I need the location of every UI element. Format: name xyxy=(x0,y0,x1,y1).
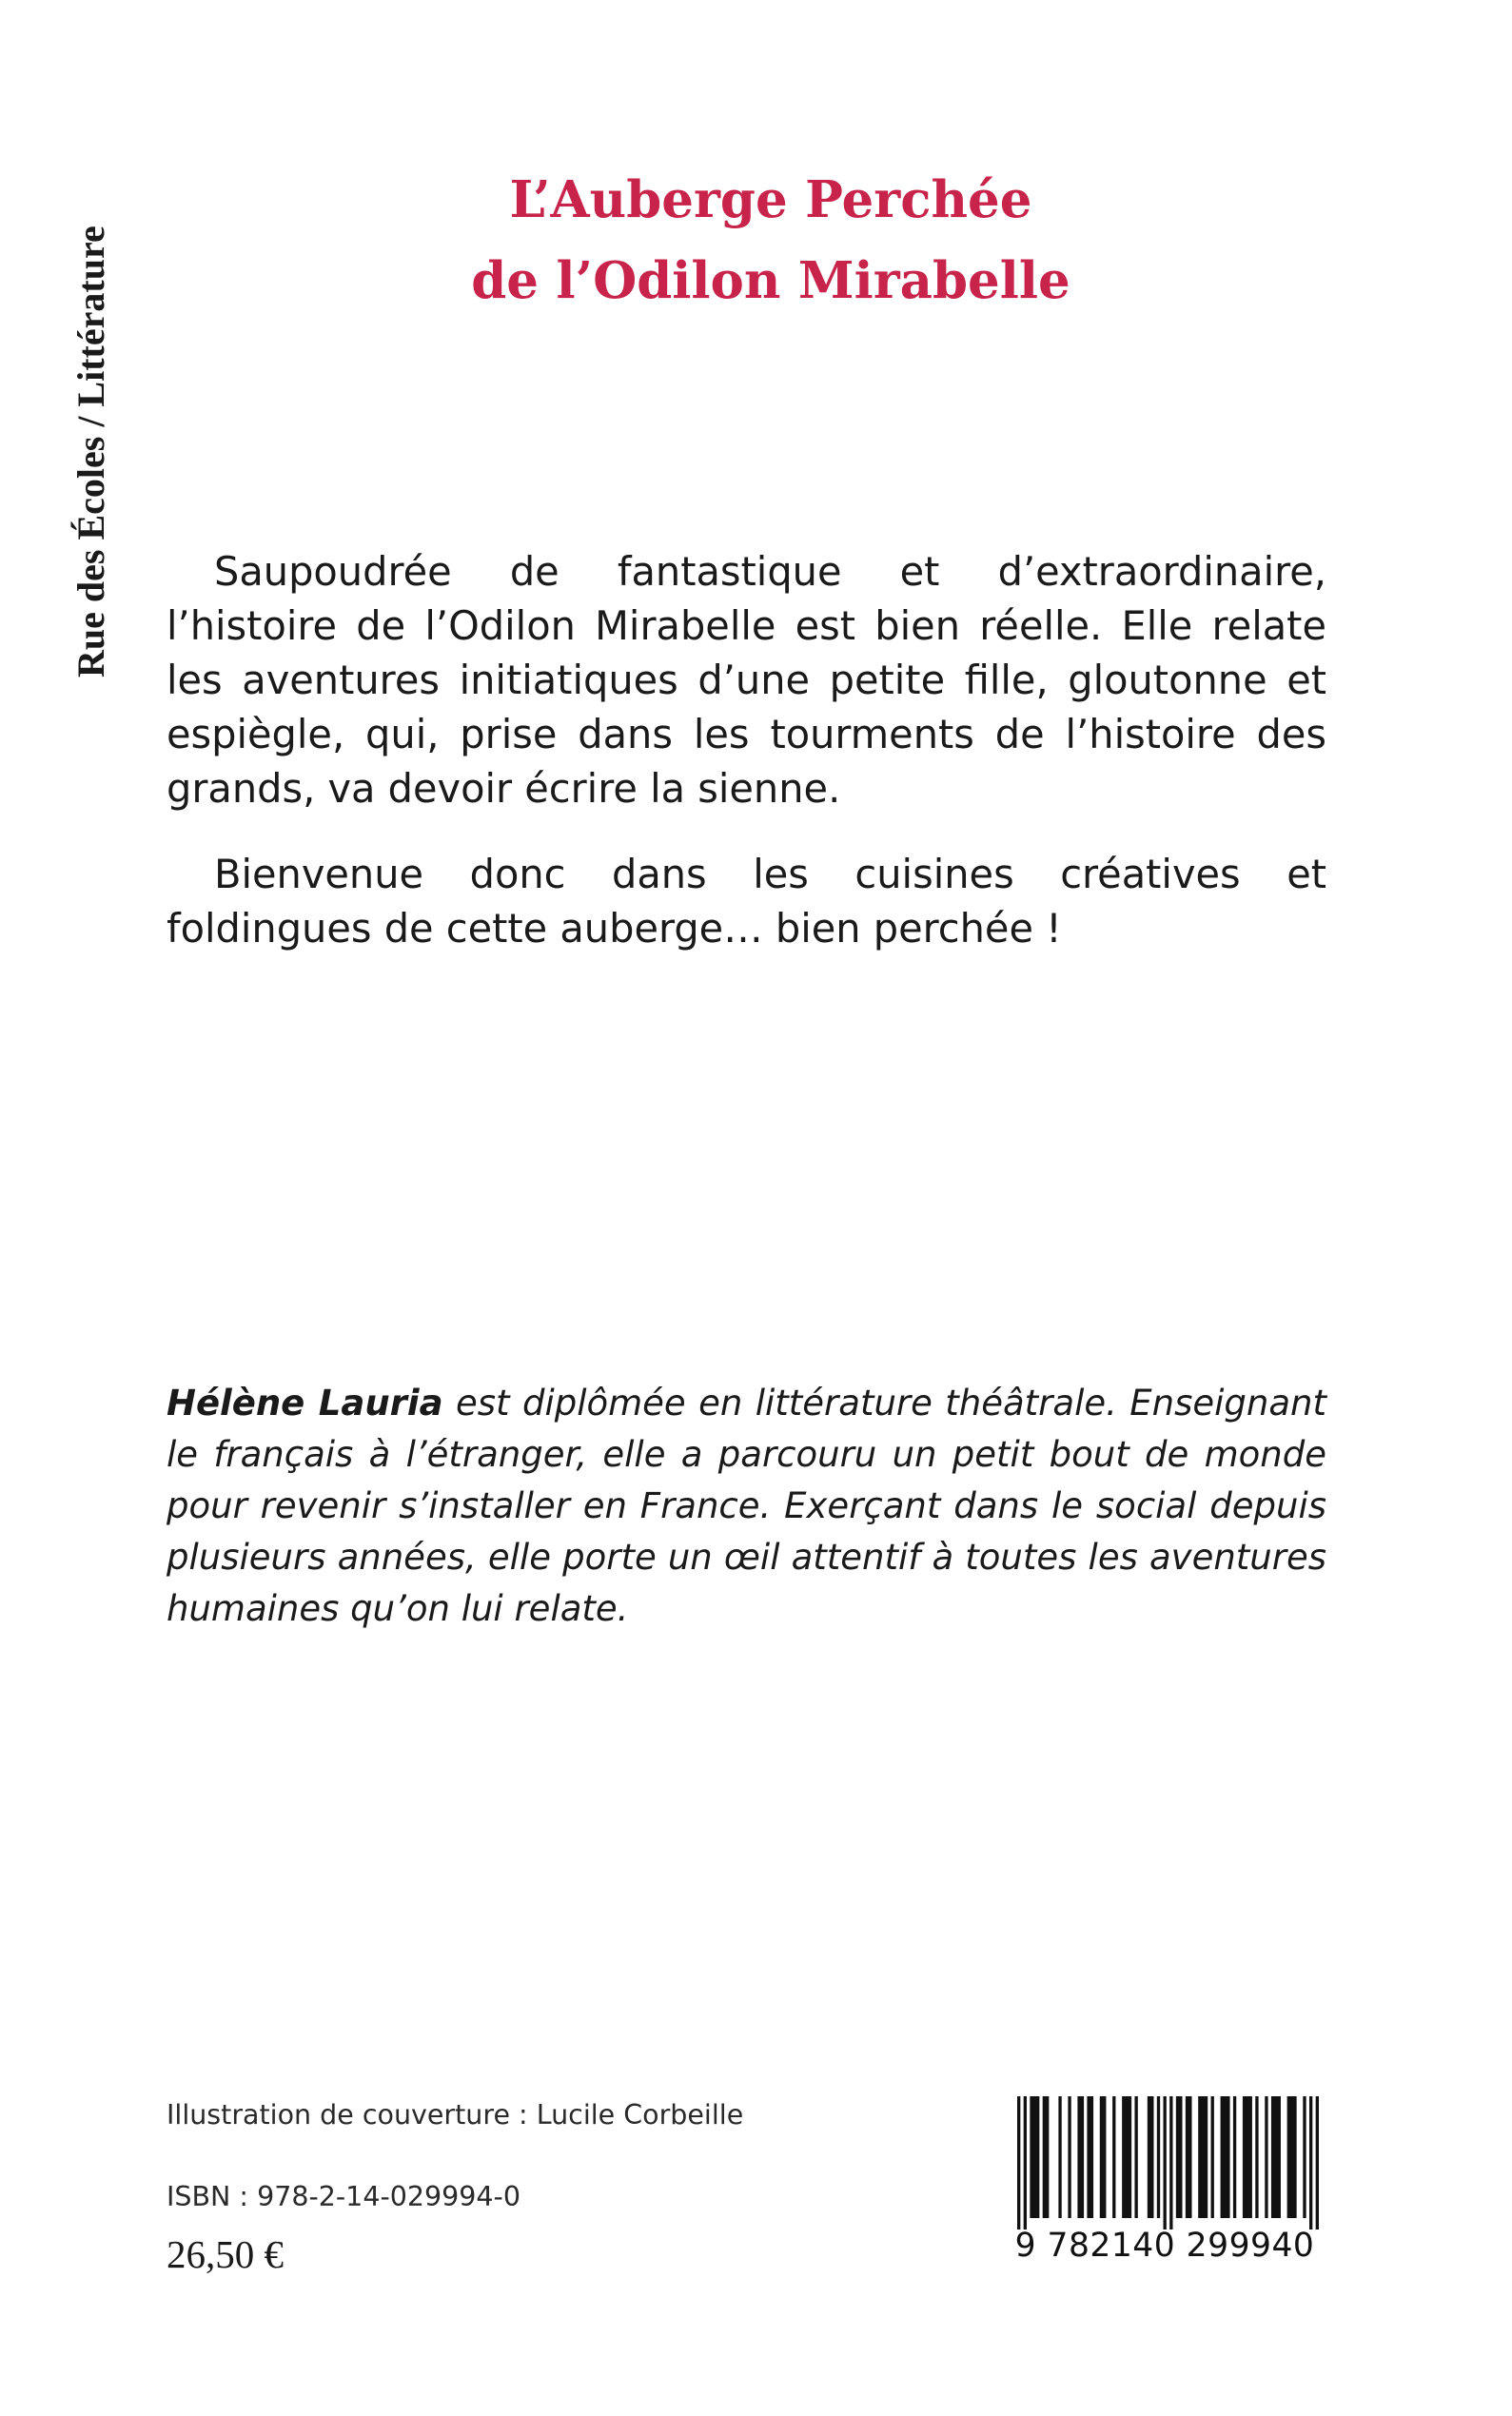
barcode-bar xyxy=(1265,2096,1267,2218)
book-title-line-1: L’Auberge Perchée xyxy=(509,170,1032,229)
barcode-bar xyxy=(1271,2096,1281,2218)
author-biography-text: est diplômée en littérature théâtrale. Enseignant le français à l’étranger, elle a parcouru un petit bout de monde pour revenir s’installer en France. Exerçant dans le social depuis plusieurs années, elle porte un œil attentif à toutes les aventures humaines qu’on lui relate. xyxy=(167,1383,1326,1629)
author-name: Hélène Lauria xyxy=(167,1383,443,1424)
barcode-bar xyxy=(1068,2096,1070,2218)
barcode-bar xyxy=(1058,2096,1061,2218)
barcode-bars xyxy=(1017,2096,1319,2229)
barcode-bar xyxy=(1243,2096,1252,2218)
barcode-bar xyxy=(1303,2096,1306,2218)
book-summary xyxy=(167,544,1326,955)
book-title xyxy=(333,160,1208,322)
barcode-bar xyxy=(1233,2096,1236,2218)
barcode-bar xyxy=(1112,2096,1115,2218)
book-title-line-2: de l’Odilon Mirabelle xyxy=(471,251,1070,310)
barcode-bar xyxy=(1087,2096,1093,2218)
spine-collection-label: Rue des Écoles / Littérature xyxy=(69,226,112,678)
barcode-bar xyxy=(1134,2096,1137,2218)
barcode-bar xyxy=(1122,2096,1131,2218)
barcode-bar xyxy=(1287,2096,1297,2218)
barcode-bar xyxy=(1221,2096,1230,2218)
isbn-number: ISBN : 978-2-14-029994-0 xyxy=(167,2181,520,2212)
barcode-bar xyxy=(1077,2096,1084,2218)
barcode-bar xyxy=(1186,2096,1192,2218)
author-biography xyxy=(167,1378,1326,1635)
book-price: 26,50 € xyxy=(167,2232,284,2276)
barcode-digits: 9 782140 299940 xyxy=(1014,2227,1315,2265)
barcode-guard-bar xyxy=(1163,2096,1166,2229)
barcode-bar xyxy=(1030,2096,1039,2218)
barcode-bar xyxy=(1157,2096,1160,2218)
summary-paragraph-2: Bienvenue donc dans les cuisines créatives et foldingues de cette auberge… bien perchée ! xyxy=(167,851,1326,952)
barcode-guard-bar xyxy=(1169,2096,1172,2229)
summary-paragraph-1: Saupoudrée de fantastique et d’extraordinaire, l’histoire de l’Odilon Mirabelle est bien réelle. Elle relate les aventures initiatiques d’une petite fille, gloutonne et espiègle, qui, prise dans les tourments de l’histoire des grands, va devoir écrire la sienne. xyxy=(167,548,1326,812)
barcode-guard-bar xyxy=(1024,2096,1027,2229)
barcode-guard-bar xyxy=(1017,2096,1020,2229)
barcode-guard-bar xyxy=(1316,2096,1319,2229)
barcode-guard-bar xyxy=(1309,2096,1312,2229)
barcode-bar xyxy=(1176,2096,1183,2218)
barcode-bar xyxy=(1043,2096,1050,2218)
barcode-bar xyxy=(1211,2096,1214,2218)
barcode-bar xyxy=(1255,2096,1258,2218)
barcode-bar xyxy=(1198,2096,1208,2218)
barcode-bar xyxy=(1148,2096,1154,2218)
illustration-credit: Illustration de couverture : Lucile Corbeille xyxy=(167,2099,744,2131)
barcode-bar xyxy=(1100,2096,1107,2218)
